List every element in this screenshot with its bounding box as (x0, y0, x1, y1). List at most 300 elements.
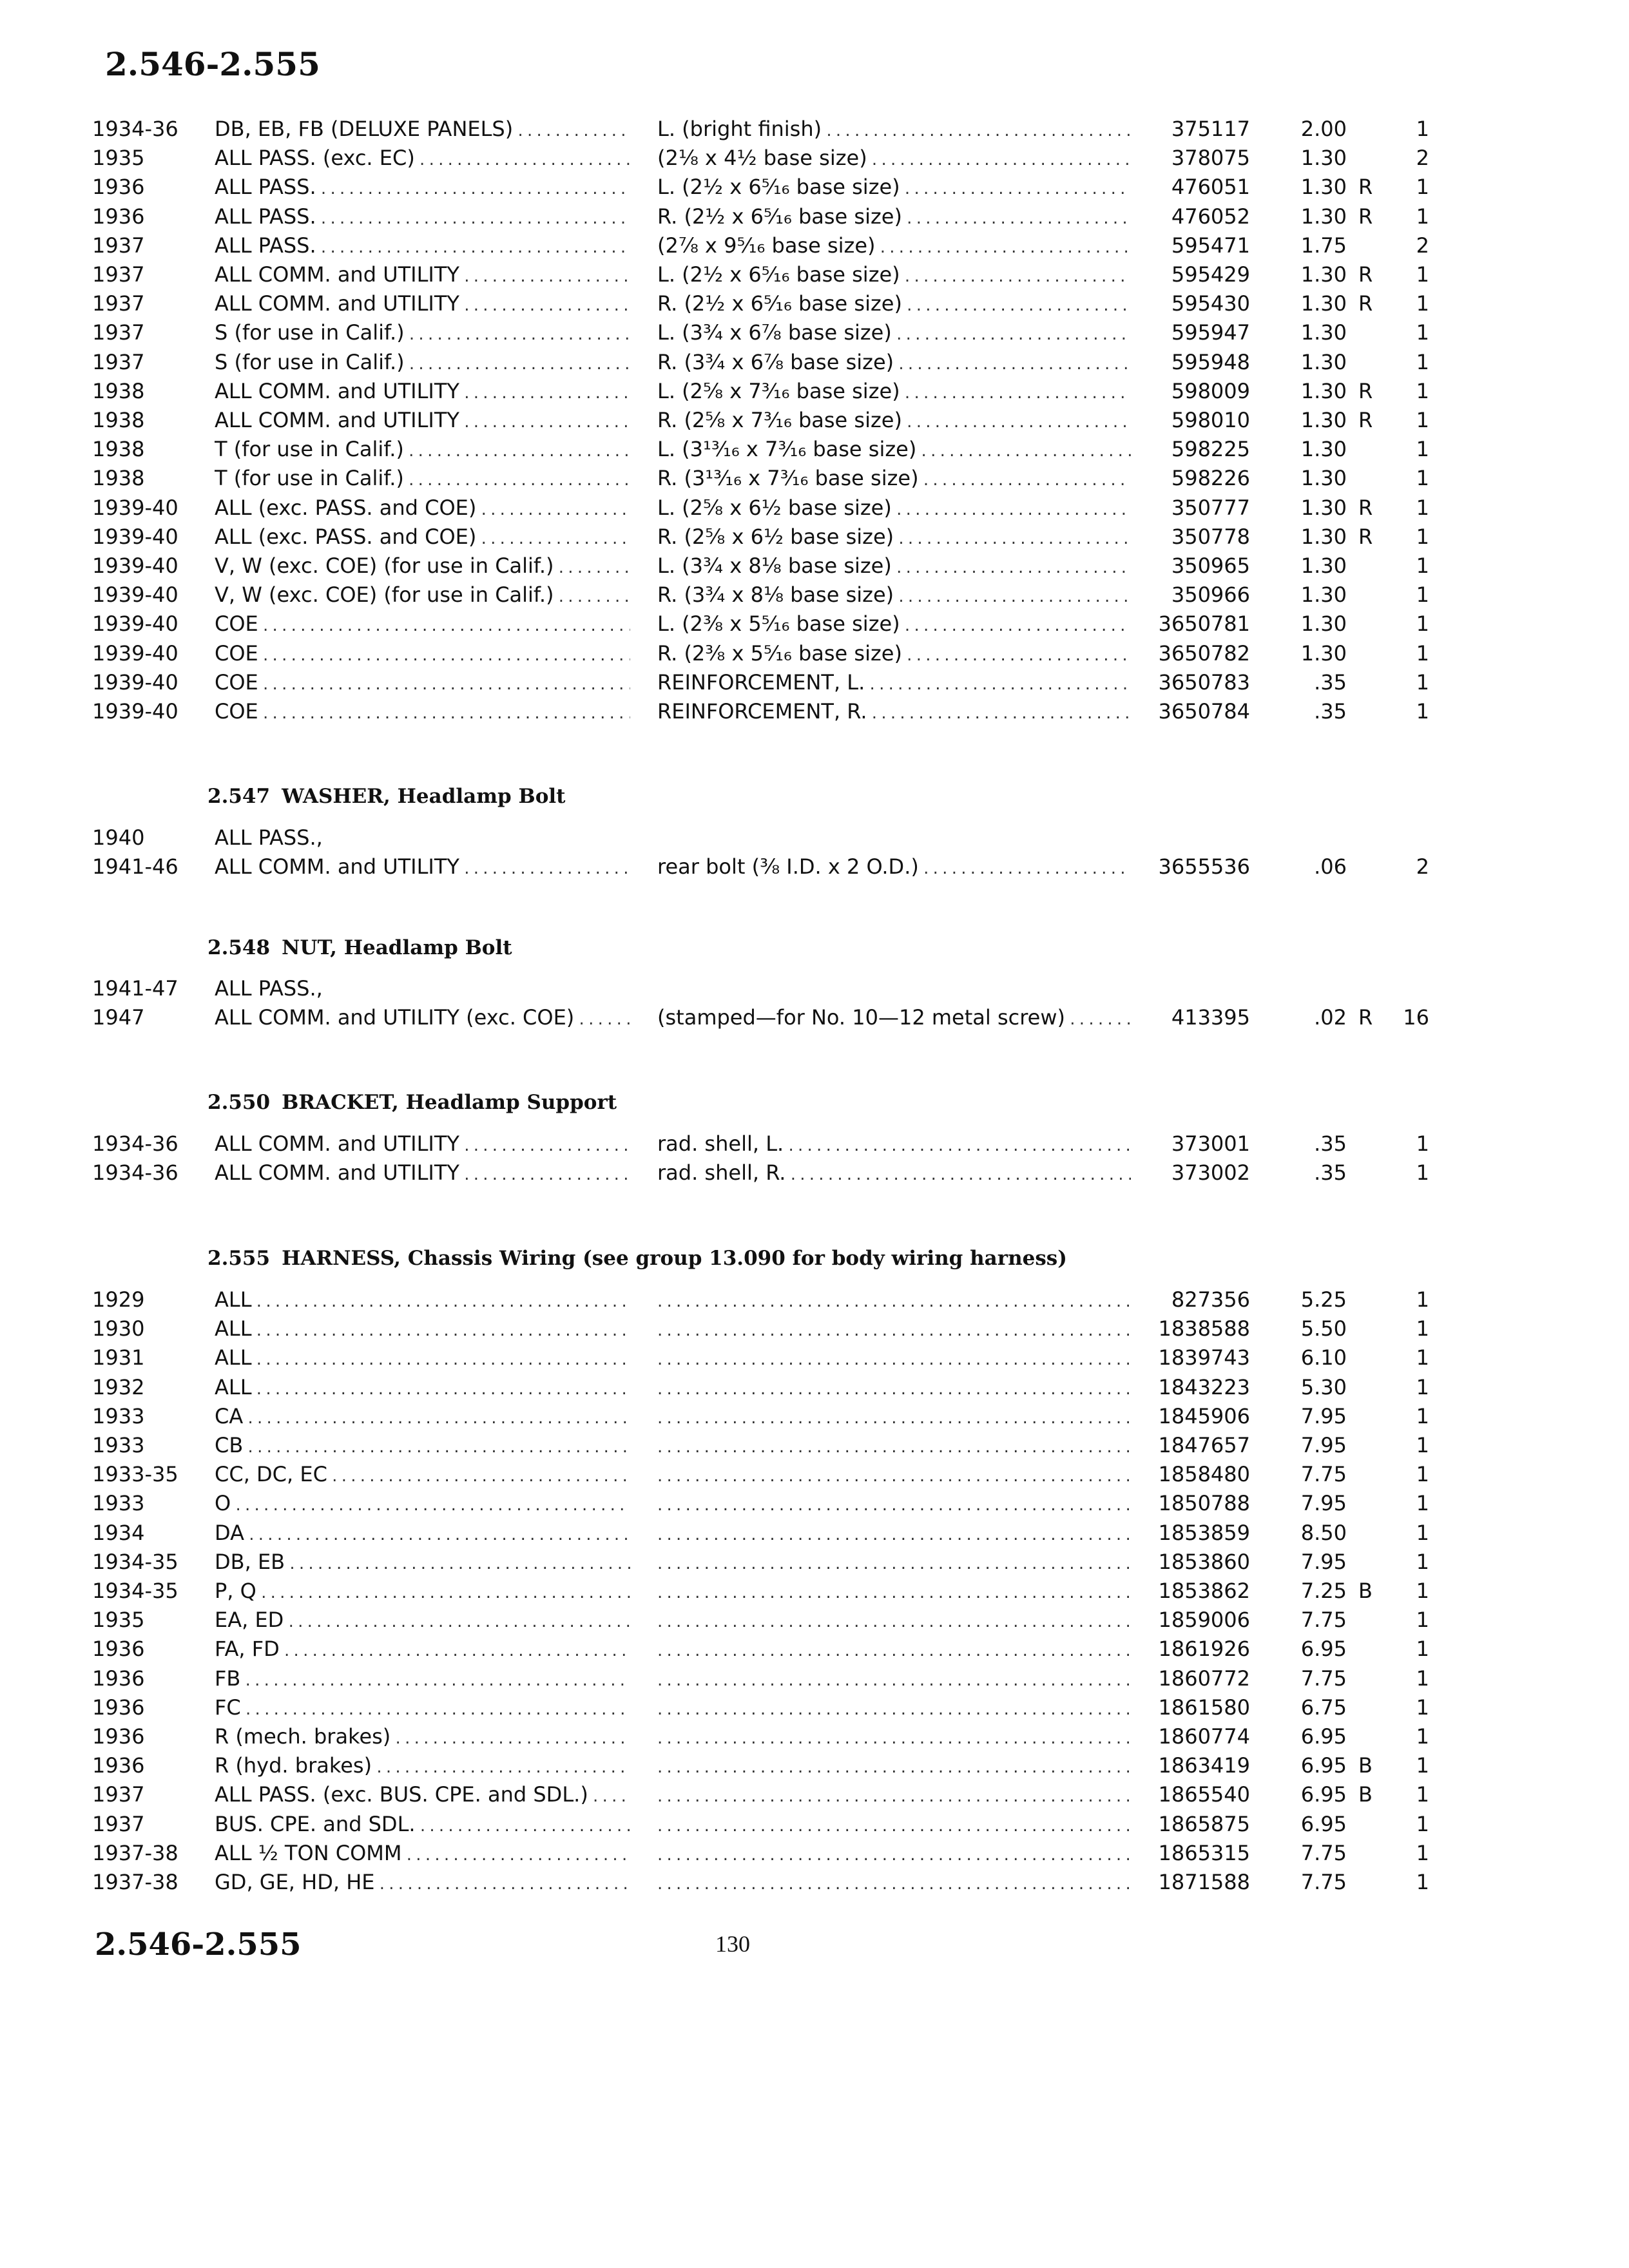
model-year: 1937 (92, 320, 145, 345)
model-name: COE . . . (215, 697, 630, 728)
section-number: 2.555 (207, 1247, 271, 1270)
model-name: EA, ED . . . (215, 1606, 630, 1637)
part-description: L. (3¾ x 8⅛ base size) . . . (657, 552, 1131, 582)
part-number: 378075 (1171, 146, 1250, 171)
model-year: 1941-46 (92, 854, 178, 879)
part-number: 595430 (1171, 291, 1250, 316)
section-title (207, 785, 566, 808)
list-price: .35 (1314, 699, 1347, 724)
list-price: 1.30 (1300, 553, 1347, 578)
table-row (0, 1431, 1629, 1460)
quantity: 1 (1416, 1840, 1429, 1865)
model-name: R (mech. brakes) . . . (215, 1722, 630, 1753)
model-name: ALL PASS. . . . (215, 202, 630, 233)
part-number: 373002 (1171, 1160, 1250, 1186)
price-code: R (1358, 1005, 1373, 1030)
price-code: R (1358, 262, 1373, 287)
model-year: 1936 (92, 1724, 145, 1749)
quantity: 1 (1416, 117, 1429, 141)
model-name: ALL . . . (215, 1373, 630, 1404)
quantity: 1 (1416, 1374, 1429, 1399)
part-number: 1845906 (1158, 1403, 1250, 1428)
model-year: 1934-36 (92, 1160, 178, 1186)
model-name: DB, EB . . . (215, 1548, 630, 1579)
part-number: 1871588 (1158, 1870, 1250, 1894)
list-price: 6.10 (1300, 1345, 1347, 1370)
part-description (657, 1285, 1131, 1316)
price-code: R (1358, 524, 1373, 549)
table-row (0, 1519, 1629, 1548)
quantity: 2 (1416, 146, 1429, 171)
model-year: 1933 (92, 1403, 145, 1428)
model-name: S (for use in Calif.) . . . (215, 318, 630, 349)
section-name: HARNESS, Chassis Wiring (see group 13.090 for body wiring harness) (282, 1247, 1067, 1270)
table-row (0, 1489, 1629, 1518)
part-number: 1843223 (1158, 1374, 1250, 1399)
part-description: R. (2⅝ x 7³⁄₁₆ base size) . . . (657, 406, 1131, 437)
model-name: ALL COMM. and UTILITY . . . (215, 260, 630, 291)
model-name: V, W (exc. COE) (for use in Calif.) . . . (215, 552, 630, 582)
list-price: 1.30 (1300, 175, 1347, 200)
model-name: DA . . . (215, 1519, 630, 1550)
quantity: 1 (1416, 1782, 1429, 1807)
model-name: CC, DC, EC . . . (215, 1460, 630, 1491)
part-description: L. (2½ x 6⁵⁄₁₆ base size) . . . (657, 173, 1131, 204)
part-number: 1865540 (1158, 1782, 1250, 1807)
quantity: 1 (1416, 378, 1429, 403)
part-description (657, 1693, 1131, 1724)
quantity: 1 (1416, 1433, 1429, 1457)
list-price: 1.75 (1300, 233, 1347, 258)
part-description: R. (2½ x 6⁵⁄₁₆ base size) . . . (657, 289, 1131, 320)
part-number: 3650781 (1158, 611, 1250, 637)
list-price: 1.30 (1300, 378, 1347, 403)
quantity: 1 (1416, 175, 1429, 200)
model-name: ALL PASS., (215, 976, 323, 1001)
model-name: ALL . . . (215, 1285, 630, 1316)
part-description: L. (2½ x 6⁵⁄₁₆ base size) . . . (657, 260, 1131, 291)
model-name: COE . . . (215, 639, 630, 670)
model-name: ALL (exc. PASS. and COE) . . . (215, 523, 630, 553)
table-row (0, 377, 1629, 406)
model-name: ALL PASS. . . . (215, 231, 630, 262)
list-price: 7.95 (1300, 1403, 1347, 1428)
list-price: 6.75 (1300, 1695, 1347, 1720)
quantity: 1 (1416, 1608, 1429, 1633)
table-row (0, 523, 1629, 552)
part-description (657, 1314, 1131, 1345)
part-number: 375117 (1171, 117, 1250, 141)
table-row (0, 464, 1629, 493)
part-description (657, 1431, 1131, 1462)
section-name: WASHER, Headlamp Bolt (282, 785, 566, 808)
part-number: 3655536 (1158, 854, 1250, 879)
price-code: B (1358, 1579, 1373, 1603)
model-year: 1939-40 (92, 495, 178, 520)
table-row (0, 610, 1629, 639)
model-name: ALL PASS. (exc. EC) . . . (215, 144, 630, 175)
model-year: 1936 (92, 1753, 145, 1778)
quantity: 1 (1416, 1870, 1429, 1894)
model-year: 1933-35 (92, 1462, 178, 1487)
list-price: 8.50 (1300, 1520, 1347, 1545)
table-row (0, 494, 1629, 523)
quantity: 1 (1416, 553, 1429, 578)
part-description: L. (2⅝ x 7³⁄₁₆ base size) . . . (657, 377, 1131, 408)
price-code: B (1358, 1782, 1373, 1807)
model-name: FA, FD . . . (215, 1635, 630, 1666)
quantity: 1 (1416, 699, 1429, 724)
price-code: R (1358, 495, 1373, 520)
section-number: 2.548 (207, 936, 271, 959)
price-code: B (1358, 1753, 1373, 1778)
section-title (207, 936, 512, 959)
model-year: 1939-40 (92, 582, 178, 608)
list-price: 7.75 (1300, 1840, 1347, 1865)
table-row (0, 231, 1629, 260)
table-row (0, 1635, 1629, 1664)
part-number: 595471 (1171, 233, 1250, 258)
quantity: 1 (1416, 291, 1429, 316)
model-year: 1936 (92, 1666, 145, 1691)
list-price: 5.25 (1300, 1287, 1347, 1312)
model-name: DB, EB, FB (DELUXE PANELS) . . . (215, 115, 630, 146)
part-description: R. (3¾ x 8⅛ base size) . . . (657, 581, 1131, 611)
model-name: O . . . (215, 1489, 630, 1520)
quantity: 1 (1416, 1695, 1429, 1720)
model-name: T (for use in Calif.) . . . (215, 435, 630, 466)
part-number: 595948 (1171, 349, 1250, 374)
list-price: 7.75 (1300, 1462, 1347, 1487)
quantity: 1 (1416, 611, 1429, 637)
model-year: 1934-35 (92, 1579, 178, 1603)
part-description: R. (2⅝ x 6½ base size) . . . (657, 523, 1131, 553)
model-name: ALL COMM. and UTILITY . . . (215, 406, 630, 437)
model-year: 1936 (92, 1695, 145, 1720)
model-year: 1937 (92, 291, 145, 316)
model-year: 1937 (92, 1782, 145, 1807)
price-code: R (1358, 378, 1373, 403)
model-name: ALL . . . (215, 1343, 630, 1374)
part-number: 1847657 (1158, 1433, 1250, 1457)
list-price: 7.95 (1300, 1491, 1347, 1516)
price-code: R (1358, 408, 1373, 432)
part-number: 476051 (1171, 175, 1250, 200)
part-description (657, 1460, 1131, 1491)
quantity: 1 (1416, 1131, 1429, 1156)
list-price: 1.30 (1300, 437, 1347, 462)
part-description: (2⅞ x 9⁵⁄₁₆ base size) . . . (657, 231, 1131, 262)
model-year: 1937 (92, 1811, 145, 1836)
part-description (657, 1489, 1131, 1520)
part-description: R. (2⅜ x 5⁵⁄₁₆ base size) . . . (657, 639, 1131, 670)
model-year: 1938 (92, 466, 145, 491)
part-description: rear bolt (⅜ I.D. x 2 O.D.) . . . (657, 852, 1131, 883)
part-number: 413395 (1171, 1005, 1250, 1030)
model-year: 1933 (92, 1433, 145, 1457)
quantity: 1 (1416, 204, 1429, 229)
quantity: 1 (1416, 349, 1429, 374)
part-description: rad. shell, L. . . . (657, 1129, 1131, 1160)
model-year: 1933 (92, 1491, 145, 1516)
part-description: (stamped—for No. 10—12 metal screw) . . . (657, 1003, 1131, 1034)
model-name: FB . . . (215, 1664, 630, 1695)
list-price: 1.30 (1300, 495, 1347, 520)
model-name: ALL PASS. . . . (215, 173, 630, 204)
table-row (0, 1158, 1629, 1187)
list-price: 1.30 (1300, 582, 1347, 608)
model-year: 1930 (92, 1316, 145, 1341)
price-code: R (1358, 291, 1373, 316)
part-description: R. (3¾ x 6⅞ base size) . . . (657, 348, 1131, 379)
table-row (0, 1751, 1629, 1780)
part-description (657, 1635, 1131, 1666)
part-number: 1865315 (1158, 1840, 1250, 1865)
list-price: .35 (1314, 1160, 1347, 1186)
list-price: 5.30 (1300, 1374, 1347, 1399)
part-description (657, 1548, 1131, 1579)
model-year: 1937 (92, 262, 145, 287)
model-year: 1939-40 (92, 699, 178, 724)
part-description (657, 1780, 1131, 1811)
model-year: 1939-40 (92, 611, 178, 637)
model-name: ALL PASS., (215, 825, 323, 850)
model-name: ALL COMM. and UTILITY . . . (215, 377, 630, 408)
part-description: L. (3¾ x 6⅞ base size) . . . (657, 318, 1131, 349)
table-row (0, 552, 1629, 581)
model-name: ALL COMM. and UTILITY . . . (215, 1158, 630, 1189)
model-year: 1934 (92, 1520, 145, 1545)
part-number: 598225 (1171, 437, 1250, 462)
part-description (657, 1839, 1131, 1870)
model-year: 1947 (92, 1005, 145, 1030)
quantity: 2 (1416, 854, 1429, 879)
section-number: 2.547 (207, 785, 271, 808)
table-row (0, 697, 1629, 726)
model-year: 1936 (92, 1637, 145, 1662)
price-code: R (1358, 204, 1373, 229)
part-number: 598010 (1171, 408, 1250, 432)
table-row (0, 852, 1629, 881)
quantity: 1 (1416, 1403, 1429, 1428)
list-price: 1.30 (1300, 320, 1347, 345)
model-name: ALL COMM. and UTILITY . . . (215, 852, 630, 883)
part-description: REINFORCEMENT, R. . . . (657, 697, 1131, 728)
part-number: 350778 (1171, 524, 1250, 549)
table-row (0, 318, 1629, 347)
table-row (0, 435, 1629, 464)
table-row (0, 1693, 1629, 1722)
model-year: 1935 (92, 146, 145, 171)
quantity: 1 (1416, 1637, 1429, 1662)
model-name: S (for use in Calif.) . . . (215, 348, 630, 379)
model-year: 1939-40 (92, 640, 178, 666)
part-number: 1850788 (1158, 1491, 1250, 1516)
table-row (0, 1606, 1629, 1635)
table-row (0, 1868, 1629, 1897)
quantity: 1 (1416, 1724, 1429, 1749)
model-name: GD, GE, HD, HE . . . (215, 1868, 630, 1899)
table-row (0, 1343, 1629, 1372)
section-number: 2.550 (207, 1091, 271, 1114)
part-description (657, 1519, 1131, 1550)
list-price: 6.95 (1300, 1753, 1347, 1778)
model-name: COE . . . (215, 610, 630, 640)
part-number: 373001 (1171, 1131, 1250, 1156)
model-name: CA . . . (215, 1402, 630, 1433)
table-row (0, 406, 1629, 435)
part-number: 1853860 (1158, 1549, 1250, 1574)
table-row (0, 1577, 1629, 1606)
quantity: 1 (1416, 1491, 1429, 1516)
part-number: 595429 (1171, 262, 1250, 287)
list-price: 6.95 (1300, 1782, 1347, 1807)
list-price: 5.50 (1300, 1316, 1347, 1341)
table-row (0, 289, 1629, 318)
list-price: 1.30 (1300, 262, 1347, 287)
model-year: 1940 (92, 825, 145, 850)
quantity: 1 (1416, 524, 1429, 549)
model-year: 1934-35 (92, 1549, 178, 1574)
quantity: 1 (1416, 640, 1429, 666)
list-price: 1.30 (1300, 204, 1347, 229)
part-number: 1863419 (1158, 1753, 1250, 1778)
model-year: 1932 (92, 1374, 145, 1399)
model-name: ALL . . . (215, 1314, 630, 1345)
table-row (0, 823, 1629, 852)
model-name: COE . . . (215, 668, 630, 699)
table-row (0, 581, 1629, 610)
part-number: 476052 (1171, 204, 1250, 229)
part-number: 3650784 (1158, 699, 1250, 724)
part-description: R. (3¹³⁄₁₆ x 7³⁄₁₆ base size) . . . (657, 464, 1131, 495)
list-price: 1.30 (1300, 640, 1347, 666)
model-year: 1938 (92, 408, 145, 432)
model-name: P, Q . . . (215, 1577, 630, 1608)
model-year: 1939-40 (92, 553, 178, 578)
part-description (657, 1373, 1131, 1404)
part-number: 350966 (1171, 582, 1250, 608)
part-number: 350965 (1171, 553, 1250, 578)
list-price: 7.75 (1300, 1608, 1347, 1633)
model-year: 1938 (92, 437, 145, 462)
table-row (0, 260, 1629, 289)
list-price: 7.25 (1300, 1579, 1347, 1603)
quantity: 1 (1416, 1287, 1429, 1312)
part-number: 1839743 (1158, 1345, 1250, 1370)
model-year: 1937-38 (92, 1870, 178, 1894)
model-name: ALL COMM. and UTILITY . . . (215, 289, 630, 320)
list-price: 7.95 (1300, 1433, 1347, 1457)
table-row (0, 115, 1629, 144)
model-name: FC . . . (215, 1693, 630, 1724)
list-price: 2.00 (1300, 117, 1347, 141)
quantity: 1 (1416, 1549, 1429, 1574)
list-price: .35 (1314, 669, 1347, 695)
quantity: 1 (1416, 408, 1429, 432)
section-name: BRACKET, Headlamp Support (282, 1091, 617, 1114)
table-row (0, 144, 1629, 173)
page-range-footer: 2.546-2.555 (95, 1927, 302, 1963)
part-number: 1865875 (1158, 1811, 1250, 1836)
part-description: L. (bright finish) . . . (657, 115, 1131, 146)
part-description: L. (3¹³⁄₁₆ x 7³⁄₁₆ base size) . . . (657, 435, 1131, 466)
table-row (0, 1003, 1629, 1032)
model-name: R (hyd. brakes) . . . (215, 1751, 630, 1782)
list-price: 1.30 (1300, 349, 1347, 374)
model-name: ALL COMM. and UTILITY . . . (215, 1129, 630, 1160)
model-year: 1941-47 (92, 976, 178, 1001)
list-price: 1.30 (1300, 611, 1347, 637)
quantity: 1 (1416, 466, 1429, 491)
model-name: ALL ½ TON COMM . . . (215, 1839, 630, 1870)
part-number: 3650782 (1158, 640, 1250, 666)
model-year: 1939-40 (92, 524, 178, 549)
model-year: 1937-38 (92, 1840, 178, 1865)
list-price: .02 (1314, 1005, 1347, 1030)
part-number: 1860772 (1158, 1666, 1250, 1691)
section-title (207, 1247, 1067, 1270)
model-year: 1934-36 (92, 117, 178, 141)
part-number: 1853862 (1158, 1579, 1250, 1603)
table-row (0, 1460, 1629, 1489)
list-price: 1.30 (1300, 146, 1347, 171)
list-price: 6.95 (1300, 1637, 1347, 1662)
part-number: 1858480 (1158, 1462, 1250, 1487)
quantity: 1 (1416, 1160, 1429, 1186)
model-year: 1934-36 (92, 1131, 178, 1156)
list-price: 7.75 (1300, 1870, 1347, 1894)
part-number: 1859006 (1158, 1608, 1250, 1633)
part-description (657, 1606, 1131, 1637)
part-description (657, 1402, 1131, 1433)
table-row (0, 639, 1629, 668)
list-price: 1.30 (1300, 291, 1347, 316)
page-range-header: 2.546-2.555 (105, 45, 320, 83)
model-year: 1929 (92, 1287, 145, 1312)
model-year: 1937 (92, 233, 145, 258)
list-price: 6.95 (1300, 1724, 1347, 1749)
quantity: 16 (1403, 1005, 1429, 1030)
table-row (0, 974, 1629, 1003)
quantity: 1 (1416, 1316, 1429, 1341)
section-title (207, 1091, 617, 1114)
table-row (0, 1373, 1629, 1402)
part-number: 350777 (1171, 495, 1250, 520)
quantity: 1 (1416, 262, 1429, 287)
model-name: ALL PASS. (exc. BUS. CPE. and SDL.) . . . (215, 1780, 630, 1811)
part-description: L. (2⅜ x 5⁵⁄₁₆ base size) . . . (657, 610, 1131, 640)
list-price: 1.30 (1300, 524, 1347, 549)
list-price: 1.30 (1300, 408, 1347, 432)
section-name: NUT, Headlamp Bolt (282, 936, 512, 959)
quantity: 1 (1416, 1579, 1429, 1603)
table-row (0, 1810, 1629, 1839)
part-number: 598226 (1171, 466, 1250, 491)
part-description (657, 1751, 1131, 1782)
quantity: 1 (1416, 1753, 1429, 1778)
quantity: 1 (1416, 1520, 1429, 1545)
quantity: 1 (1416, 669, 1429, 695)
part-description (657, 1343, 1131, 1374)
page-number: 130 (715, 1931, 750, 1957)
table-row (0, 173, 1629, 202)
part-description: L. (2⅝ x 6½ base size) . . . (657, 494, 1131, 524)
list-price: .35 (1314, 1131, 1347, 1156)
part-number: 595947 (1171, 320, 1250, 345)
table-row (0, 1839, 1629, 1868)
quantity: 1 (1416, 437, 1429, 462)
